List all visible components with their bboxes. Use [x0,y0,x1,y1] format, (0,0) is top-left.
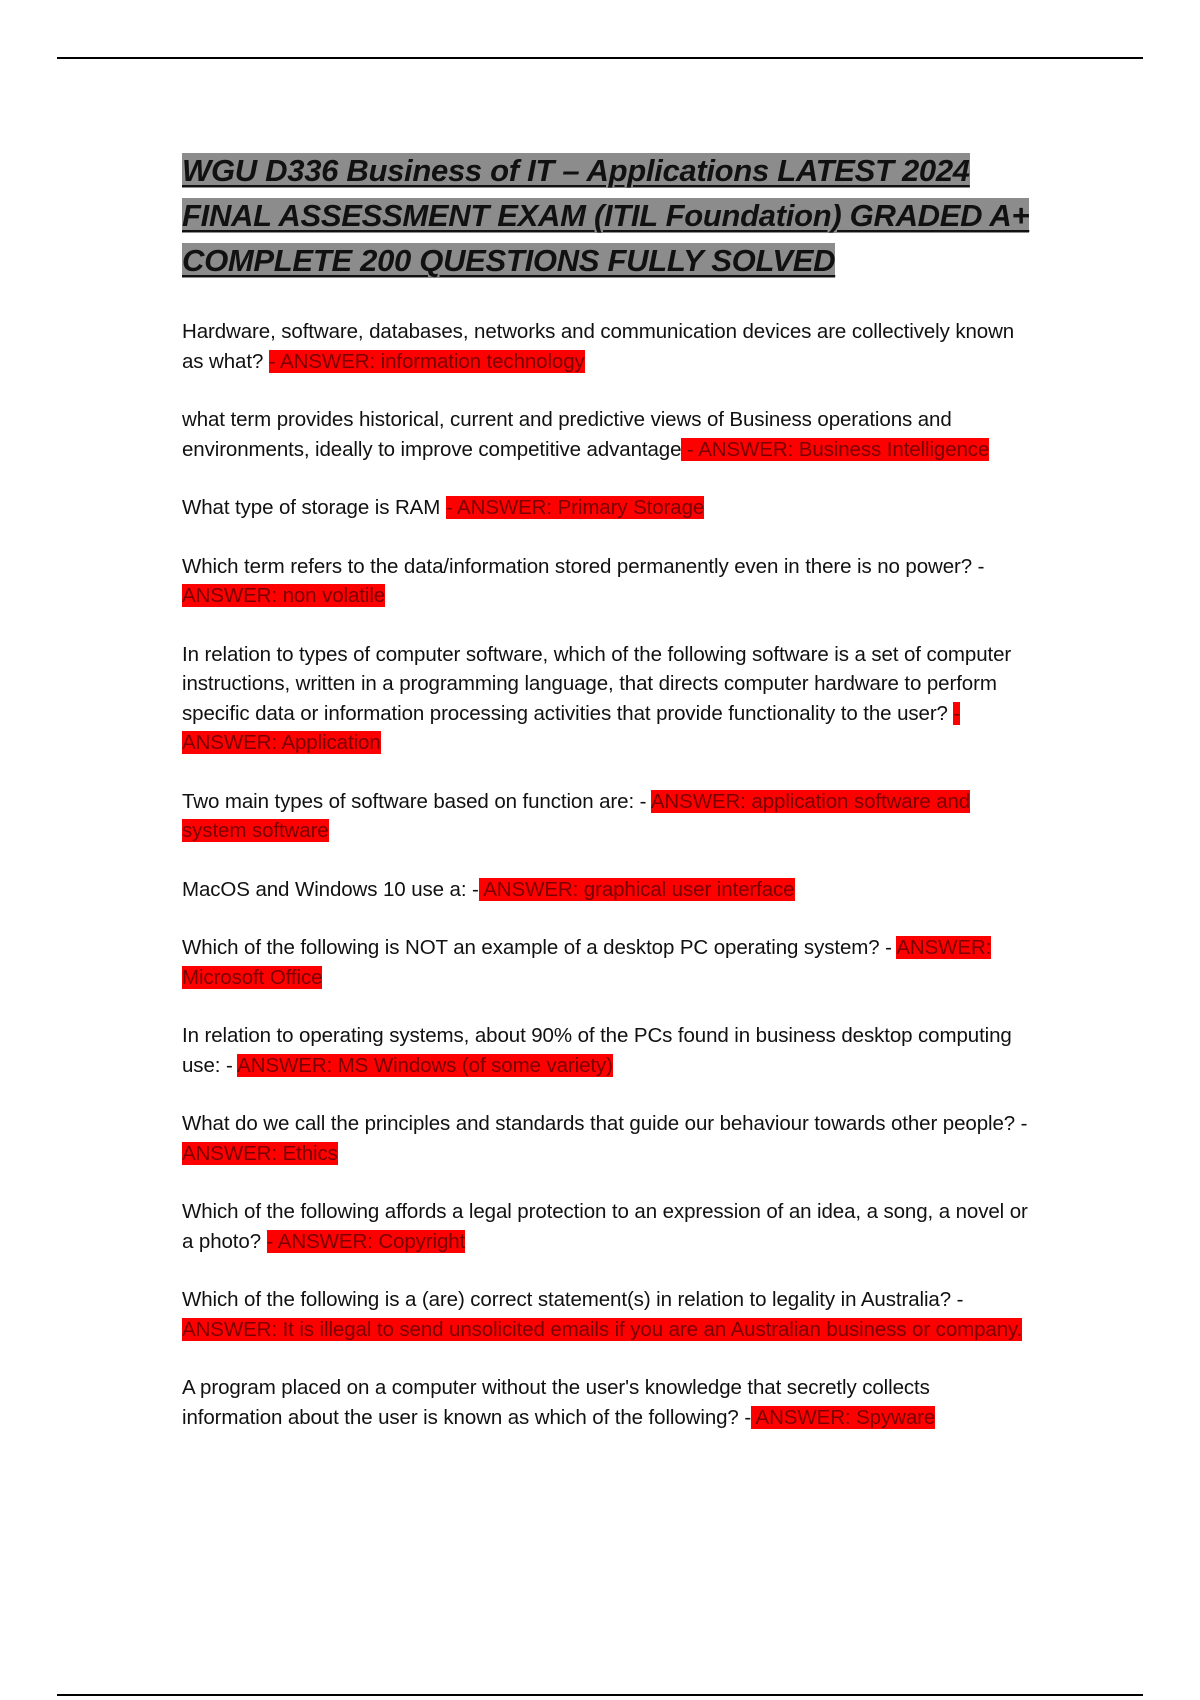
answer-highlight: - ANSWER: Application [182,701,961,754]
qa-item-5 [182,640,1032,758]
answer-highlight: ANSWER: non volatile [182,584,386,607]
question-text: In relation to operating systems, about 90% of the PCs found in business desktop computing use: - [182,1024,1012,1077]
qa-item-13 [182,1373,1032,1432]
document-body [182,148,1032,1461]
question-text: Which of the following is a (are) correct statement(s) in relation to legality in Australia? - [182,1288,964,1311]
answer-highlight: - ANSWER: Copyright [266,1229,466,1253]
qa-item-4 [182,552,1032,611]
answer-highlight: - ANSWER: Business Intelligence [681,437,990,461]
qa-item-9 [182,1021,1032,1080]
document-title-text: WGU D336 Business of IT – Applications LATEST 2024 FINAL ASSESSMENT EXAM (ITIL Foundation) GRADED A+ COMPLETE 200 QUESTIONS FULLY SOLVED [182,153,1030,278]
qa-item-8 [182,933,1032,992]
question-text: In relation to types of computer software, which of the following software is a set of computer instructions, written in a programming language, that directs computer hardware to perform specific data or information processing activities that provide functionality to the user? [182,642,1012,725]
answer-highlight: ANSWER: Microsoft Office [182,936,992,989]
answer-highlight: - ANSWER: Primary Storage [445,496,705,519]
question-text: Two main types of software based on function are: - [182,789,651,813]
qa-item-2 [182,405,1032,464]
answer-highlight: ANSWER: MS Windows (of some variety) [237,1053,613,1077]
answer-highlight: ANSWER: It is illegal to send unsolicited emails if you are an Australian business or company. [182,1317,1023,1341]
page-bottom-rule [57,1694,1143,1696]
qa-item-7 [182,875,1032,905]
qa-item-6 [182,787,1032,846]
question-text: Which term refers to the data/information stored permanently even in there is no power? - [182,554,985,578]
answer-highlight: ANSWER: Spyware [751,1405,936,1429]
qa-item-1 [182,317,1032,376]
answer-highlight: - ANSWER: information technology [268,349,585,373]
document-title [182,148,1032,283]
qa-item-3 [182,493,1032,523]
answer-highlight: ANSWER: application software and system software [182,789,971,842]
question-text: Which of the following affords a legal protection to an expression of an idea, a song, a novel or a photo? [182,1200,1028,1253]
answer-highlight: ANSWER: Ethics [182,1141,338,1165]
question-text: A program placed on a computer without the user's knowledge that secretly collects information about the user is known as which of the following? - [182,1376,930,1429]
qa-item-11 [182,1197,1032,1256]
question-text: MacOS and Windows 10 use a: - [182,877,479,901]
page-top-rule [57,57,1143,59]
qa-item-10 [182,1109,1032,1168]
question-text: What do we call the principles and standards that guide our behaviour towards other people? - [182,1112,1028,1135]
question-text: What type of storage is RAM [182,496,446,519]
question-text: Hardware, software, databases, networks and communication devices are collectively known as what? [182,320,1015,373]
answer-highlight: ANSWER: graphical user interface [478,877,795,901]
question-text: Which of the following is NOT an example of a desktop PC operating system? - [182,936,897,959]
question-text: what term provides historical, current and predictive views of Business operations and environments, ideally to improve competitive advantage [182,408,952,461]
qa-item-12 [182,1285,1032,1344]
